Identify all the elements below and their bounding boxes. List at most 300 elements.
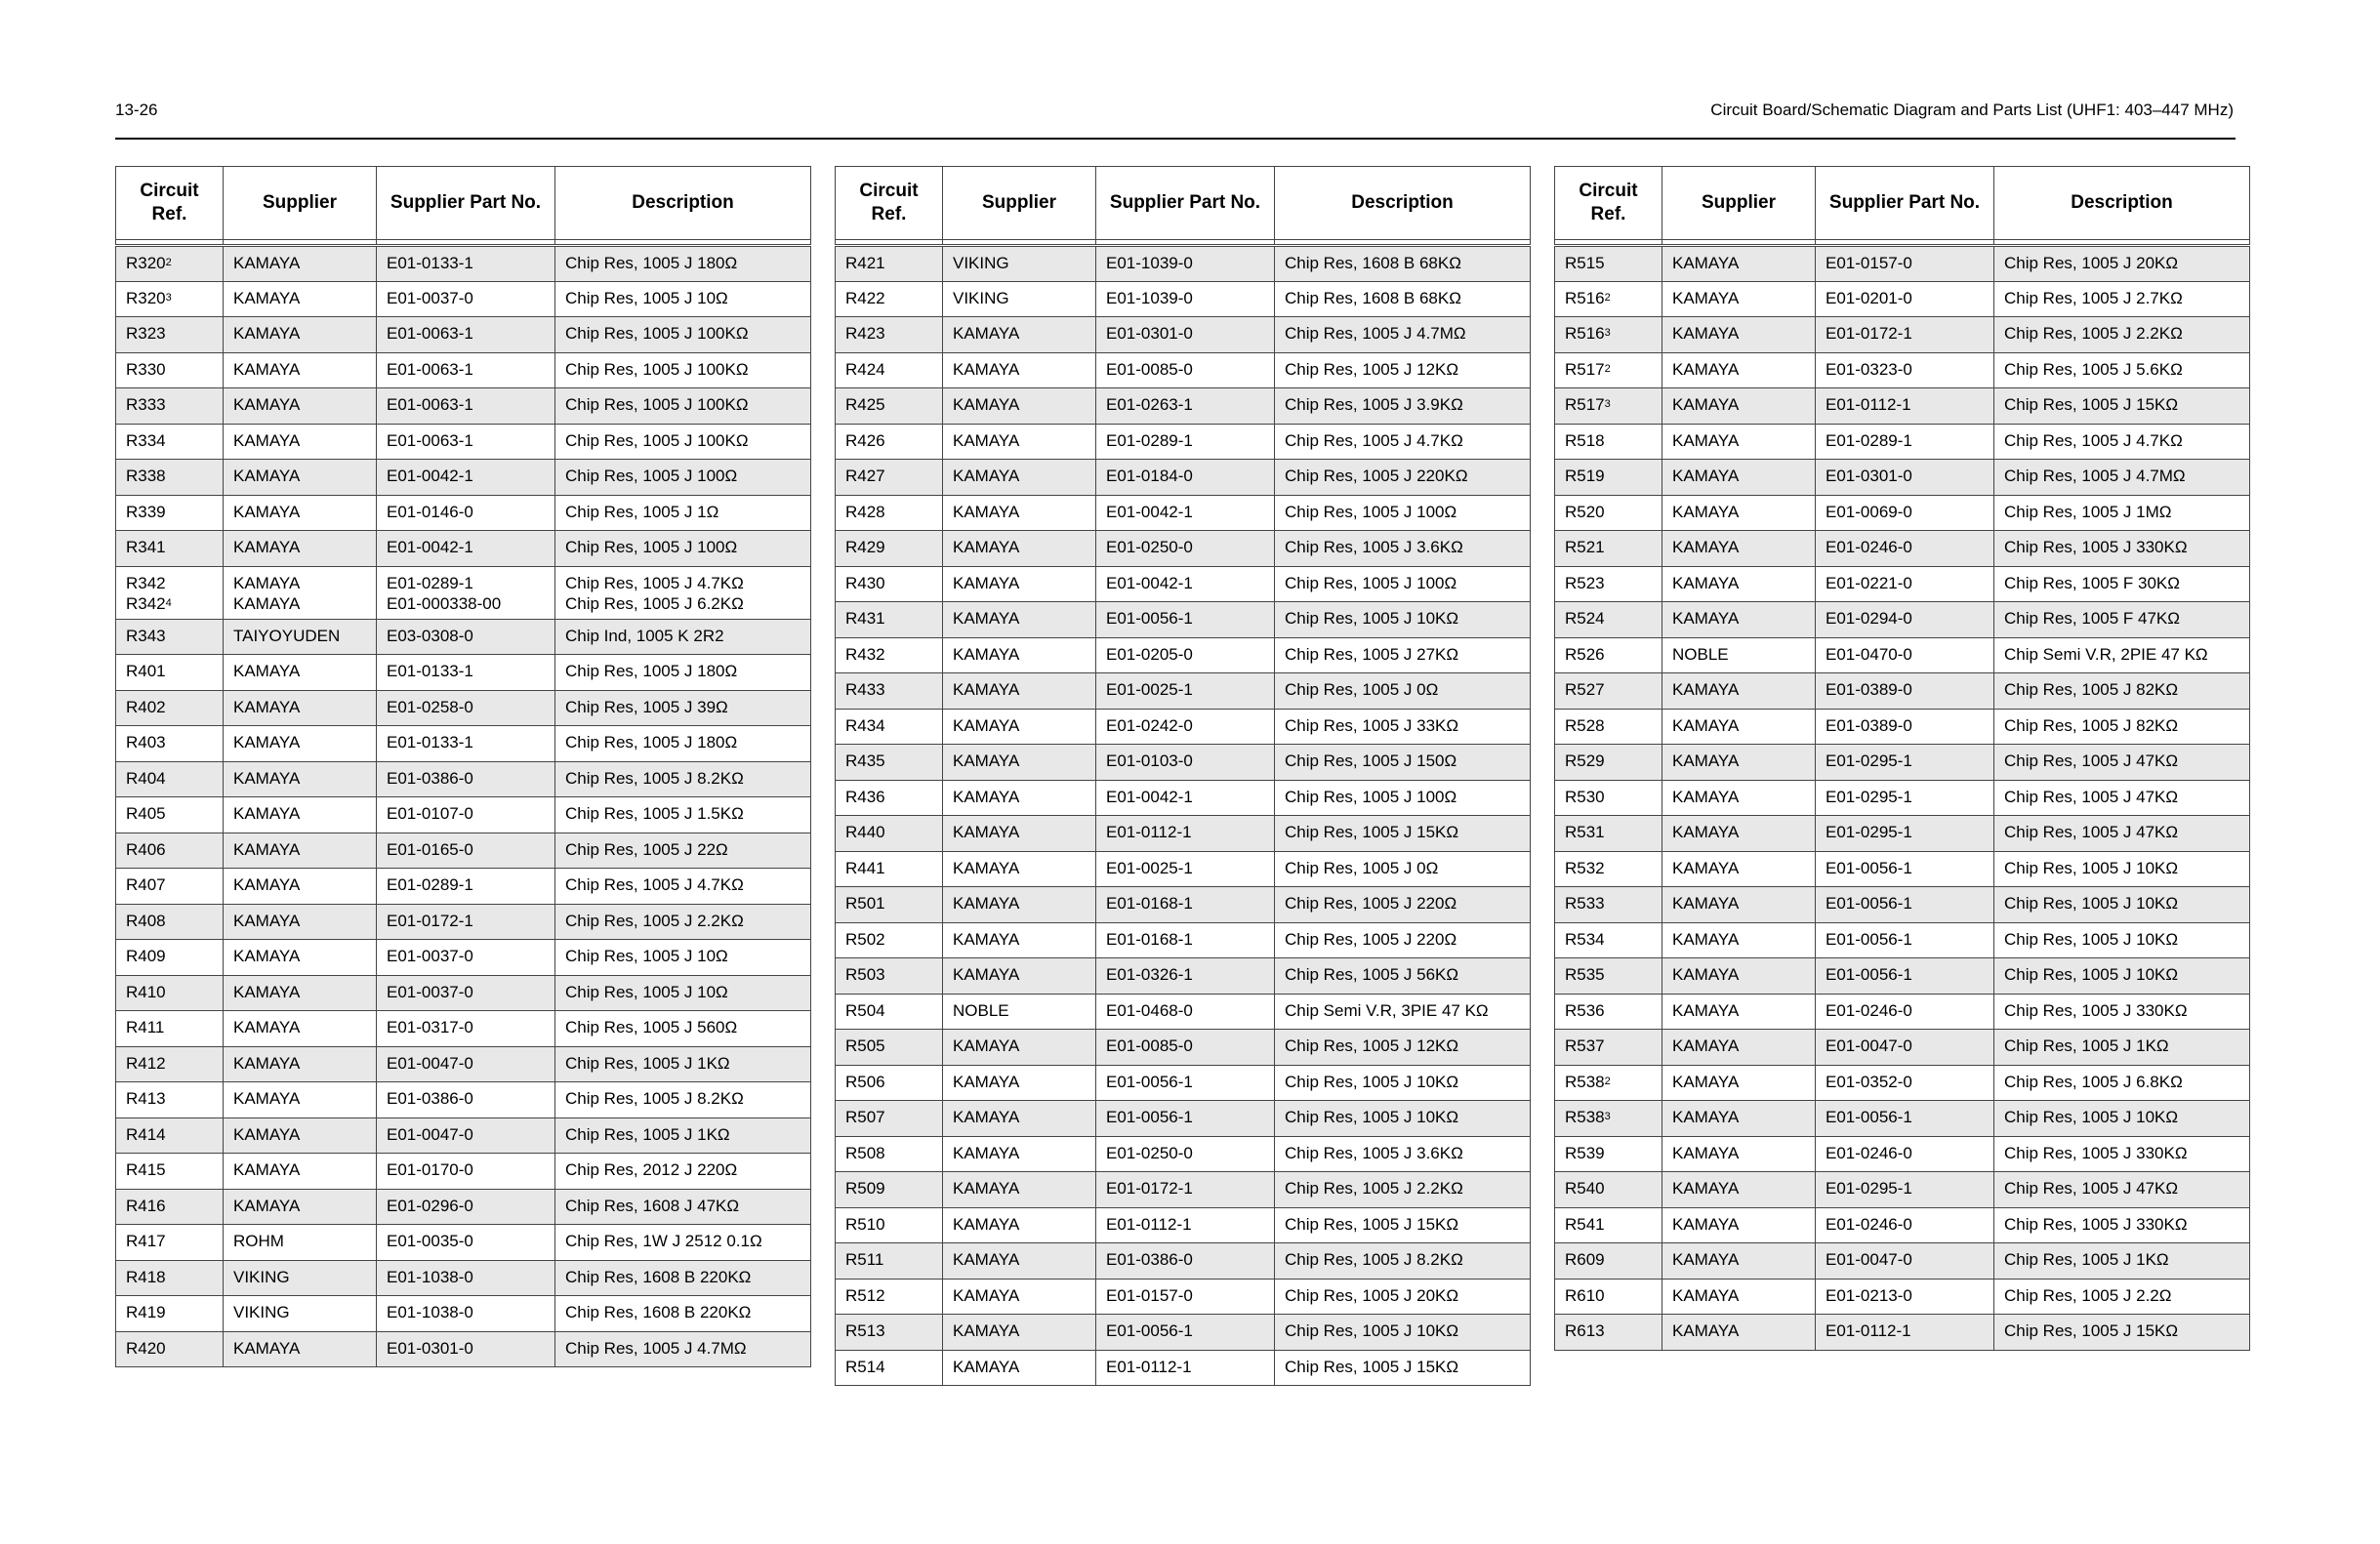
table-row bbox=[116, 726, 811, 762]
cell-supplier bbox=[224, 833, 377, 869]
table-row bbox=[836, 709, 1531, 745]
cell-supplier bbox=[943, 745, 1096, 781]
cell-part-no bbox=[377, 833, 555, 869]
cell-part-no-text: E01-0289-1 bbox=[1826, 430, 1912, 450]
cell-description bbox=[1994, 637, 2250, 673]
ref-text: R413 bbox=[126, 1089, 166, 1108]
ref-text: R526 bbox=[1565, 644, 1605, 664]
cell-description-text: Chip Res, 1005 J 10KΩ bbox=[2004, 965, 2179, 984]
ref-text: R403 bbox=[126, 733, 166, 752]
cell-supplier-text: KAMAYA bbox=[1672, 502, 1740, 521]
table-row bbox=[836, 1315, 1531, 1351]
cell-circuit-ref bbox=[836, 352, 943, 388]
cell-description-text: Chip Res, 1005 J 1MΩ bbox=[2004, 502, 2172, 521]
cell-circuit-ref bbox=[836, 1030, 943, 1066]
cell-supplier bbox=[224, 246, 377, 282]
table-row bbox=[836, 816, 1531, 852]
cell-description bbox=[1275, 1172, 1531, 1208]
cell-supplier-text: KAMAYA bbox=[953, 467, 1020, 485]
cell-part-no bbox=[377, 531, 555, 567]
cell-description-text: Chip Res, 1005 J 560Ω bbox=[565, 1018, 738, 1036]
ref-text: R401 bbox=[126, 662, 166, 680]
cell-description bbox=[1275, 424, 1531, 460]
cell-part-no bbox=[1816, 424, 1994, 460]
cell-part-no bbox=[1096, 637, 1275, 673]
cell-part-no bbox=[377, 1117, 555, 1154]
table-row bbox=[836, 388, 1531, 425]
footnote-marker: 2 bbox=[1604, 291, 1611, 304]
cell-circuit-ref bbox=[836, 851, 943, 887]
cell-supplier bbox=[943, 637, 1096, 673]
cell-supplier-text: KAMAYA bbox=[1672, 359, 1740, 379]
cell-description bbox=[1275, 958, 1531, 995]
cell-circuit-ref bbox=[836, 495, 943, 531]
cell-circuit-ref bbox=[1555, 495, 1662, 531]
cell-description-text: Chip Res, 1005 J 47KΩ bbox=[2004, 752, 2179, 770]
cell-description bbox=[1275, 922, 1531, 958]
col-header-part-no: Supplier Part No. bbox=[1096, 167, 1275, 240]
cell-part-no-text: E01-0037-0 bbox=[387, 982, 473, 1001]
cell-description bbox=[1994, 246, 2250, 282]
cell-part-no bbox=[1816, 1207, 1994, 1243]
ref-text: R417 bbox=[126, 1232, 166, 1250]
cell-circuit-ref bbox=[1555, 1172, 1662, 1208]
cell-part-no-text: E01-0042-1 bbox=[1106, 787, 1193, 806]
cell-supplier-text: KAMAYA bbox=[1672, 965, 1740, 984]
cell-circuit-ref bbox=[116, 424, 224, 460]
cell-part-no bbox=[1096, 1065, 1275, 1101]
cell-supplier bbox=[1662, 495, 1816, 531]
cell-part-no bbox=[377, 761, 555, 797]
cell-part-no-text: E01-0056-1 bbox=[1826, 858, 1912, 877]
cell-supplier bbox=[1662, 637, 1816, 673]
cell-supplier bbox=[224, 1225, 377, 1261]
table-row bbox=[836, 745, 1531, 781]
cell-part-no bbox=[1096, 602, 1275, 638]
table-row bbox=[116, 655, 811, 691]
cell-supplier-text: KAMAYA bbox=[953, 858, 1020, 877]
cell-part-no bbox=[1816, 566, 1994, 602]
ref-text: R342 bbox=[126, 573, 166, 592]
cell-description bbox=[555, 1296, 811, 1332]
cell-part-no bbox=[1096, 1136, 1275, 1172]
cell-supplier-text: KAMAYA bbox=[1672, 254, 1740, 272]
cell-supplier bbox=[943, 531, 1096, 567]
table-row bbox=[1555, 851, 2250, 887]
cell-supplier-text: KAMAYA bbox=[233, 1196, 301, 1215]
cell-circuit-ref bbox=[116, 1082, 224, 1118]
cell-supplier bbox=[1662, 851, 1816, 887]
cell-part-no-text: E01-0213-0 bbox=[1826, 1285, 1912, 1305]
cell-part-no-text: E01-0184-0 bbox=[1106, 467, 1193, 485]
cell-description-text: Chip Res, 1005 J 47KΩ bbox=[2004, 787, 2179, 806]
ref-text: R435 bbox=[845, 752, 885, 770]
table-row bbox=[1555, 1315, 2250, 1351]
cell-circuit-ref bbox=[836, 887, 943, 923]
cell-description-text: Chip Res, 1608 B 220KΩ bbox=[565, 1303, 752, 1321]
cell-supplier bbox=[224, 655, 377, 691]
ref-text: R534 bbox=[1565, 929, 1605, 949]
cell-circuit-ref bbox=[116, 869, 224, 905]
cell-part-no-text: E01-0263-1 bbox=[1106, 395, 1193, 414]
cell-description-text: Chip Res, 1005 J 47KΩ bbox=[2004, 823, 2179, 841]
cell-part-no-text: E01-0289-1 bbox=[387, 573, 473, 592]
cell-part-no-text: E01-0246-0 bbox=[1826, 538, 1912, 556]
cell-description bbox=[555, 690, 811, 726]
ref-text: R418 bbox=[126, 1267, 166, 1286]
table-row bbox=[116, 246, 811, 282]
cell-description-text: Chip Res, 1005 J 150Ω bbox=[1285, 752, 1457, 770]
cell-supplier-text: KAMAYA bbox=[233, 1053, 301, 1073]
cell-part-no bbox=[377, 797, 555, 833]
cell-supplier-text: KAMAYA bbox=[953, 823, 1020, 841]
table-row bbox=[1555, 887, 2250, 923]
cell-supplier-text: KAMAYA bbox=[1672, 324, 1740, 343]
ref-text: R410 bbox=[126, 982, 166, 1001]
cell-description bbox=[1275, 780, 1531, 816]
cell-supplier bbox=[943, 602, 1096, 638]
cell-circuit-ref bbox=[116, 246, 224, 282]
cell-description-text: Chip Res, 1005 J 1KΩ bbox=[565, 1124, 730, 1144]
cell-part-no-text: E01-0386-0 bbox=[1106, 1250, 1193, 1269]
cell-supplier bbox=[1662, 887, 1816, 923]
cell-supplier-text: KAMAYA bbox=[233, 467, 301, 485]
cell-part-no-text: E01-0205-0 bbox=[1106, 644, 1193, 664]
footnote-marker: 2 bbox=[165, 257, 172, 268]
cell-part-no-text: E01-0042-1 bbox=[387, 538, 473, 556]
cell-part-no-text: E01-0258-0 bbox=[387, 697, 473, 716]
cell-part-no-text: E01-0047-0 bbox=[1826, 1036, 1912, 1055]
cell-part-no bbox=[1816, 281, 1994, 317]
cell-description-text: Chip Res, 1005 J 1KΩ bbox=[565, 1053, 730, 1073]
table-row bbox=[1555, 816, 2250, 852]
table-row bbox=[116, 424, 811, 460]
table-row bbox=[836, 780, 1531, 816]
cell-description bbox=[555, 904, 811, 940]
cell-part-no bbox=[1816, 745, 1994, 781]
ref-text: R516 bbox=[1565, 324, 1605, 343]
cell-supplier bbox=[1662, 460, 1816, 496]
ref-text: R521 bbox=[1565, 538, 1605, 556]
table-row bbox=[1555, 994, 2250, 1030]
cell-description-text: Chip Res, 1005 J 100Ω bbox=[1285, 502, 1457, 521]
cell-supplier bbox=[224, 869, 377, 905]
cell-supplier-text: KAMAYA bbox=[233, 573, 301, 592]
ref-text: R431 bbox=[845, 609, 885, 628]
cell-part-no bbox=[377, 904, 555, 940]
cell-part-no-text: E01-0025-1 bbox=[1106, 680, 1193, 699]
cell-supplier bbox=[943, 1243, 1096, 1280]
cell-part-no-text: E01-0112-1 bbox=[1106, 1214, 1192, 1234]
cell-description-text: Chip Res, 1005 J 22Ω bbox=[565, 839, 728, 859]
cell-supplier bbox=[224, 904, 377, 940]
cell-description-text: Chip Res, 1005 J 0Ω bbox=[1285, 858, 1439, 877]
footnote-marker: 3 bbox=[1604, 1111, 1611, 1122]
cell-part-no bbox=[377, 388, 555, 425]
cell-part-no-text: E01-0386-0 bbox=[387, 768, 473, 788]
cell-circuit-ref bbox=[836, 673, 943, 710]
cell-supplier-text: KAMAYA bbox=[233, 359, 301, 379]
table-row bbox=[1555, 602, 2250, 638]
cell-part-no bbox=[1096, 388, 1275, 425]
cell-part-no bbox=[1816, 816, 1994, 852]
cell-description bbox=[1994, 958, 2250, 995]
cell-supplier-text: KAMAYA bbox=[1672, 430, 1740, 450]
cell-description-text: Chip Res, 1005 J 15KΩ bbox=[2004, 1321, 2179, 1340]
ref-text: R341 bbox=[126, 538, 166, 556]
cell-supplier-text: KAMAYA bbox=[1672, 609, 1740, 628]
cell-supplier bbox=[1662, 317, 1816, 353]
cell-supplier bbox=[1662, 958, 1816, 995]
cell-description-text: Chip Res, 1005 F 47KΩ bbox=[2004, 609, 2180, 628]
cell-description-text: Chip Res, 1005 J 15KΩ bbox=[1285, 823, 1459, 841]
cell-description bbox=[1275, 1101, 1531, 1137]
ref-text: R338 bbox=[126, 467, 166, 485]
cell-description-text: Chip Res, 1005 J 10Ω bbox=[565, 982, 728, 1001]
table-row bbox=[836, 246, 1531, 282]
cell-part-no bbox=[377, 1296, 555, 1332]
cell-description bbox=[1275, 816, 1531, 852]
ref-text: R436 bbox=[845, 787, 885, 806]
cell-part-no bbox=[1096, 531, 1275, 567]
cell-part-no-text: E01-0172-1 bbox=[1106, 1179, 1193, 1198]
col-header-description: Description bbox=[555, 167, 811, 240]
cell-supplier-text: KAMAYA bbox=[233, 324, 301, 343]
cell-part-no bbox=[1816, 1315, 1994, 1351]
ref-text: R422 bbox=[845, 288, 885, 307]
table-row bbox=[1555, 1101, 2250, 1137]
footnote-marker: 3 bbox=[1604, 398, 1611, 410]
cell-part-no bbox=[1816, 994, 1994, 1030]
cell-description-text: Chip Ind, 1005 K 2R2 bbox=[565, 626, 724, 645]
cell-circuit-ref bbox=[1555, 816, 1662, 852]
cell-part-no bbox=[377, 1260, 555, 1296]
cell-circuit-ref bbox=[116, 655, 224, 691]
cell-description-text: Chip Res, 1005 J 4.7MΩ bbox=[1285, 324, 1466, 343]
ref-text: R531 bbox=[1565, 823, 1605, 841]
cell-part-no-text: E01-0085-0 bbox=[1106, 1036, 1193, 1055]
cell-circuit-ref bbox=[116, 904, 224, 940]
ref-text: R334 bbox=[126, 430, 166, 450]
cell-description-text: Chip Res, 1005 J 6.8KΩ bbox=[2004, 1072, 2183, 1091]
cell-part-no-text: E01-0112-1 bbox=[1826, 1321, 1911, 1340]
cell-part-no bbox=[377, 1011, 555, 1047]
col-header-description: Description bbox=[1275, 167, 1531, 240]
ref-text: R501 bbox=[845, 894, 885, 913]
cell-supplier-text: KAMAYA bbox=[953, 395, 1020, 414]
cell-supplier bbox=[1662, 994, 1816, 1030]
cell-supplier-text: VIKING bbox=[233, 1267, 290, 1286]
ref-text: R430 bbox=[845, 573, 885, 592]
table-row bbox=[116, 1154, 811, 1190]
parts-table-2 bbox=[835, 166, 1531, 1386]
cell-description-text: Chip Res, 1005 J 0Ω bbox=[1285, 680, 1439, 699]
cell-circuit-ref bbox=[1555, 958, 1662, 995]
cell-description-text: Chip Res, 1005 J 8.2KΩ bbox=[565, 768, 744, 788]
table-row bbox=[116, 975, 811, 1011]
table-header bbox=[116, 167, 811, 246]
cell-description bbox=[1994, 994, 2250, 1030]
cell-description-text: Chip Res, 1005 J 100KΩ bbox=[565, 395, 749, 414]
table-row bbox=[836, 495, 1531, 531]
cell-description bbox=[1275, 460, 1531, 496]
ref-text: R426 bbox=[845, 430, 885, 450]
table-row bbox=[836, 460, 1531, 496]
cell-part-no-text: E01-0037-0 bbox=[387, 947, 473, 965]
ref-text: R429 bbox=[845, 538, 885, 556]
table-row bbox=[1555, 1207, 2250, 1243]
cell-description bbox=[555, 1225, 811, 1261]
cell-circuit-ref bbox=[1555, 246, 1662, 282]
cell-description-text: Chip Res, 1W J 2512 0.1Ω bbox=[565, 1232, 762, 1250]
ref-text: R536 bbox=[1565, 1000, 1605, 1020]
table-row bbox=[1555, 1030, 2250, 1066]
table-row bbox=[116, 940, 811, 976]
cell-part-no-text: E01-0172-1 bbox=[387, 911, 473, 930]
table-row bbox=[116, 1225, 811, 1261]
table-row bbox=[1555, 352, 2250, 388]
cell-circuit-ref bbox=[116, 619, 224, 655]
cell-supplier bbox=[943, 1207, 1096, 1243]
cell-description bbox=[1994, 780, 2250, 816]
cell-supplier-text: KAMAYA bbox=[953, 1143, 1020, 1162]
ref-text: R406 bbox=[126, 839, 166, 859]
cell-circuit-ref bbox=[836, 780, 943, 816]
cell-description bbox=[555, 797, 811, 833]
cell-part-no bbox=[1096, 566, 1275, 602]
cell-description bbox=[1275, 1315, 1531, 1351]
cell-supplier bbox=[224, 531, 377, 567]
cell-description-text: Chip Res, 1005 F 30KΩ bbox=[2004, 573, 2180, 592]
cell-description bbox=[1994, 281, 2250, 317]
cell-part-no-text: E01-0035-0 bbox=[387, 1232, 473, 1250]
cell-description-text: Chip Res, 1005 J 10KΩ bbox=[1285, 609, 1459, 628]
cell-circuit-ref bbox=[836, 281, 943, 317]
cell-part-no-text: E01-0157-0 bbox=[1826, 254, 1912, 272]
cell-description bbox=[555, 388, 811, 425]
cell-description-text: Chip Res, 1005 J 47KΩ bbox=[2004, 1179, 2179, 1198]
cell-circuit-ref bbox=[836, 1315, 943, 1351]
cell-description bbox=[1275, 281, 1531, 317]
cell-part-no bbox=[1096, 1101, 1275, 1137]
table-row bbox=[116, 281, 811, 317]
cell-supplier bbox=[1662, 816, 1816, 852]
cell-description bbox=[1275, 1279, 1531, 1315]
cell-description-text: Chip Res, 1005 J 27KΩ bbox=[1285, 644, 1459, 664]
cell-part-no-text: E01-0294-0 bbox=[1826, 609, 1912, 628]
page-number: 13-26 bbox=[115, 101, 158, 119]
cell-description-text: Chip Res, 1005 J 56KΩ bbox=[1285, 965, 1459, 984]
cell-circuit-ref bbox=[1555, 922, 1662, 958]
cell-circuit-ref bbox=[116, 940, 224, 976]
cell-description bbox=[555, 531, 811, 567]
cell-part-no-text: E01-0047-0 bbox=[387, 1124, 473, 1144]
table-row bbox=[836, 1207, 1531, 1243]
table-row bbox=[116, 761, 811, 797]
ref-text: R524 bbox=[1565, 609, 1605, 628]
cell-description-text: Chip Res, 1005 J 220KΩ bbox=[1285, 467, 1468, 485]
cell-supplier bbox=[943, 460, 1096, 496]
cell-part-no-text: E01-1038-0 bbox=[387, 1267, 473, 1286]
cell-supplier bbox=[224, 1082, 377, 1118]
cell-supplier bbox=[224, 1011, 377, 1047]
cell-supplier bbox=[1662, 1065, 1816, 1101]
cell-part-no-text: E01-000338-00 bbox=[387, 593, 502, 613]
ref-text: R502 bbox=[845, 929, 885, 949]
ref-text: R528 bbox=[1565, 715, 1605, 735]
table-row bbox=[836, 922, 1531, 958]
cell-part-no-text: E01-0056-1 bbox=[1106, 1072, 1193, 1091]
cell-description bbox=[555, 833, 811, 869]
cell-part-no bbox=[377, 352, 555, 388]
table-row bbox=[1555, 1065, 2250, 1101]
table-row bbox=[1555, 1243, 2250, 1280]
cell-part-no bbox=[377, 1331, 555, 1367]
cell-supplier bbox=[224, 619, 377, 655]
cell-description bbox=[1994, 1136, 2250, 1172]
cell-supplier-text: KAMAYA bbox=[1672, 787, 1740, 806]
cell-supplier-text: KAMAYA bbox=[1672, 1285, 1740, 1305]
cell-part-no-text: E01-0047-0 bbox=[387, 1053, 473, 1073]
cell-description-text: Chip Res, 1005 J 100KΩ bbox=[565, 324, 749, 343]
table-row bbox=[1555, 958, 2250, 995]
cell-description-text: Chip Res, 1005 J 2.7KΩ bbox=[2004, 288, 2183, 307]
cell-part-no-text: E01-0025-1 bbox=[1106, 858, 1193, 877]
cell-part-no-text: E01-0047-0 bbox=[1826, 1250, 1912, 1269]
cell-circuit-ref bbox=[116, 388, 224, 425]
cell-description bbox=[1275, 246, 1531, 282]
cell-description bbox=[555, 619, 811, 655]
cell-circuit-ref bbox=[1555, 1136, 1662, 1172]
cell-part-no bbox=[1816, 851, 1994, 887]
table-row bbox=[116, 1189, 811, 1225]
footnote-marker: 3 bbox=[1604, 327, 1611, 339]
cell-part-no-text: E01-0301-0 bbox=[1106, 324, 1193, 343]
ref-text: R508 bbox=[845, 1143, 885, 1162]
table-row bbox=[836, 317, 1531, 353]
cell-description bbox=[1275, 887, 1531, 923]
cell-circuit-ref bbox=[836, 460, 943, 496]
table-row bbox=[116, 904, 811, 940]
cell-circuit-ref bbox=[836, 317, 943, 353]
ref-text: R513 bbox=[845, 1321, 885, 1340]
cell-description-text: Chip Res, 1005 J 2.2KΩ bbox=[565, 911, 744, 930]
cell-supplier bbox=[943, 922, 1096, 958]
cell-supplier-text: KAMAYA bbox=[233, 395, 301, 414]
cell-description-text: Chip Res, 1005 J 10Ω bbox=[565, 288, 728, 307]
table-row bbox=[116, 352, 811, 388]
col-header-circuit-ref: Circuit Ref. bbox=[836, 167, 943, 240]
table-row bbox=[116, 566, 811, 619]
cell-description-text: Chip Res, 1005 J 100Ω bbox=[1285, 787, 1457, 806]
cell-supplier-text: TAIYOYUDEN bbox=[233, 626, 341, 645]
cell-part-no bbox=[1096, 1315, 1275, 1351]
cell-supplier bbox=[1662, 1172, 1816, 1208]
ref-text: R402 bbox=[126, 697, 166, 716]
cell-supplier-text: KAMAYA bbox=[953, 324, 1020, 343]
cell-part-no-text: E01-1038-0 bbox=[387, 1303, 473, 1321]
cell-description-text: Chip Res, 1005 J 330KΩ bbox=[2004, 538, 2188, 556]
table-row bbox=[116, 690, 811, 726]
cell-description-text: Chip Res, 1005 J 330KΩ bbox=[2004, 1000, 2188, 1020]
cell-supplier-text: NOBLE bbox=[1672, 644, 1729, 664]
cell-supplier bbox=[1662, 673, 1816, 710]
ref-text: R520 bbox=[1565, 502, 1605, 521]
cell-description-text: Chip Res, 1005 J 82KΩ bbox=[2004, 715, 2179, 735]
cell-supplier bbox=[943, 495, 1096, 531]
table-row bbox=[836, 1172, 1531, 1208]
cell-part-no bbox=[1096, 495, 1275, 531]
